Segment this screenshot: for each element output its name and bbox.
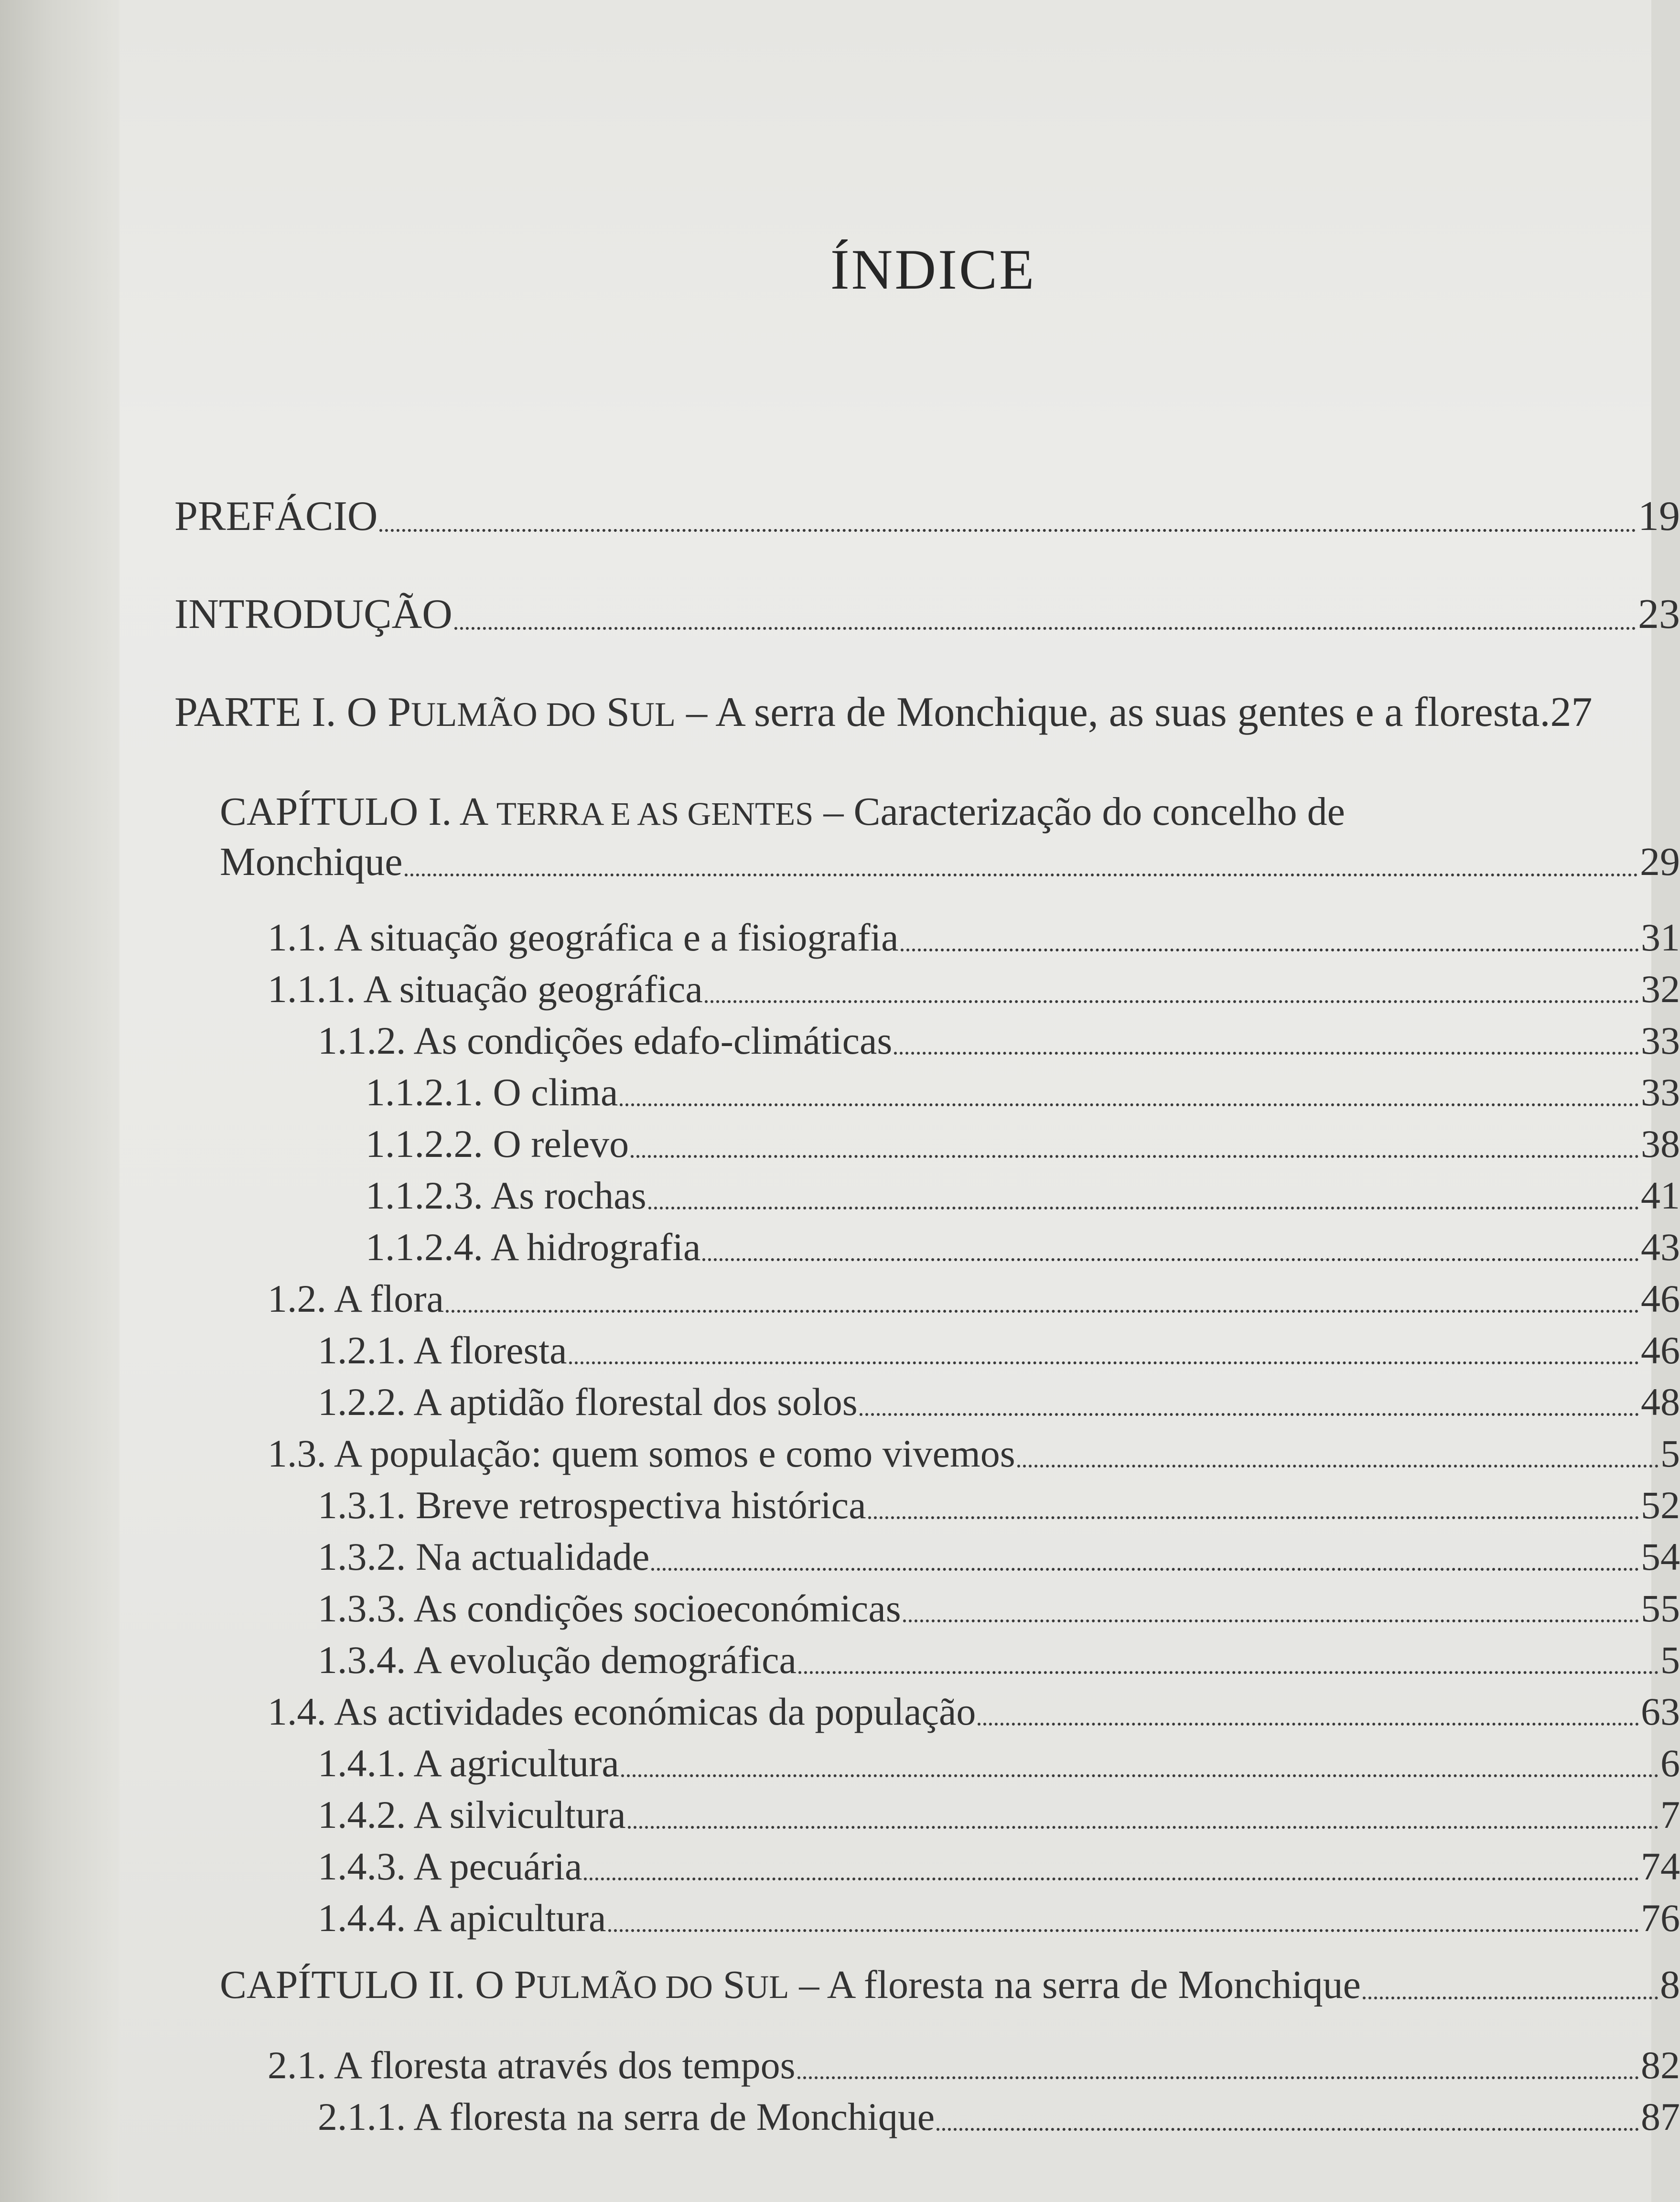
leader-dots: [621, 1774, 1658, 1777]
leader-dots: [569, 1361, 1639, 1364]
toc-entry: [268, 1431, 1680, 1476]
toc-entry-label: 2.1.1. A floresta na serra de Monchique: [318, 2095, 935, 2138]
toc-entry-label: 1.3.4. A evolução demográfica: [318, 1638, 797, 1682]
leader-dots: [901, 949, 1639, 951]
toc-entry-label: 1.1. A situação geográfica e a fisiografia: [268, 916, 899, 959]
toc-entry: [366, 1122, 1680, 1166]
toc-entry-label: 1.4.2. A silvicultura: [318, 1793, 626, 1836]
leader-dots: [405, 874, 1638, 876]
toc-entry: [318, 1380, 1680, 1425]
toc-entry-label: 1.3.3. As condições socioeconómicas: [318, 1587, 901, 1630]
toc-page-number: 63: [1641, 1690, 1680, 1733]
toc-entry: [318, 1792, 1680, 1837]
toc-entry: [268, 2043, 1680, 2088]
leader-dots: [454, 627, 1636, 630]
leader-dots: [651, 1568, 1639, 1571]
toc-page-number: 33: [1641, 1070, 1680, 1114]
toc-entry: [268, 1276, 1680, 1321]
toc-page-number: 55: [1641, 1587, 1680, 1630]
leader-dots: [648, 1207, 1639, 1209]
toc-page-number: 48: [1641, 1380, 1680, 1424]
book-page: [119, 0, 1680, 2202]
toc-entry-label: 2.1. A floresta através dos tempos: [268, 2043, 796, 2087]
toc-page-number: 76: [1641, 1896, 1680, 1940]
toc-entry-label: INTRODUÇÃO: [174, 591, 452, 637]
toc-entry-capitulo-i-line1: CAPÍTULO I. A TERRA E AS GENTES – Caracterização do concelho de: [220, 789, 1345, 834]
toc-page-number: 54: [1641, 1535, 1680, 1578]
toc-entry: [318, 1018, 1680, 1063]
toc-entry-label: Monchique: [220, 840, 403, 884]
leader-dots: [1363, 1997, 1658, 1999]
leader-dots: [903, 1619, 1639, 1622]
toc-entry-label: 1.1.1. A situação geográfica: [268, 967, 703, 1011]
toc-entry-label: 1.3.1. Breve retrospectiva histórica: [318, 1483, 866, 1527]
toc-entry: [366, 1173, 1680, 1218]
toc-page-number: 41: [1641, 1174, 1680, 1217]
leader-dots: [631, 1155, 1639, 1158]
leader-dots: [702, 1258, 1639, 1261]
toc-page-number: 8: [1660, 1963, 1680, 2007]
toc-entry: [318, 1328, 1680, 1373]
toc-page-number: 38: [1641, 1122, 1680, 1166]
toc-entry-label: 1.4.3. A pecuária: [318, 1845, 582, 1888]
toc-page-number: 29: [1640, 840, 1680, 884]
leader-dots: [797, 2076, 1639, 2079]
toc-entry-prefacio: [174, 492, 1680, 540]
leader-dots: [584, 1878, 1639, 1880]
leader-dots: [1017, 1465, 1658, 1468]
toc-entry-label: 1.2. A flora: [268, 1277, 444, 1320]
toc-entry-label: 1.3.2. Na actualidade: [318, 1535, 650, 1578]
toc-entry-label: 1.4. As actividades económicas da população: [268, 1690, 976, 1733]
toc-entry-label: 1.2.1. A floresta: [318, 1328, 567, 1372]
toc-page-number: 74: [1641, 1845, 1680, 1888]
toc-entry-label: 1.1.2.4. A hidrografia: [366, 1225, 701, 1269]
toc-entry-label: 1.4.1. A agricultura: [318, 1741, 619, 1785]
toc-page-number: 31: [1641, 916, 1680, 959]
toc-entry: [318, 1534, 1680, 1579]
leader-dots: [628, 1826, 1658, 1829]
toc-entry: [366, 1070, 1680, 1115]
toc-entry-label: 1.1.2.3. As rochas: [366, 1174, 646, 1217]
toc-entry-parte-i: [174, 688, 1680, 736]
toc-entry: [318, 1586, 1680, 1631]
toc-entry-label: 1.4.4. A apicultura: [318, 1896, 606, 1940]
toc-entry-label: PREFÁCIO: [174, 493, 378, 540]
toc-entry: [318, 1844, 1680, 1889]
leader-dots: [608, 1929, 1639, 1932]
toc-entry-label: PARTE I. O PULMÃO DO SUL – A serra de Monchique, as suas gentes e a floresta: [174, 689, 1540, 735]
toc-page-number: 33: [1641, 1019, 1680, 1062]
leader-dots: [937, 2128, 1639, 2131]
leader-dots: [705, 1000, 1639, 1003]
toc-entry-label: CAPÍTULO II. O PULMÃO DO SUL – A floresta na serra de Monchique: [220, 1963, 1361, 2007]
leader-dots: [978, 1723, 1639, 1726]
toc-page-number: 5: [1660, 1638, 1680, 1682]
leader-dots: [860, 1413, 1639, 1416]
toc-page-number: 43: [1641, 1225, 1680, 1269]
toc-entry-label: 1.1.2.1. O clima: [366, 1070, 618, 1114]
toc-page-number: 7: [1660, 1793, 1680, 1836]
toc-entry: [318, 1483, 1680, 1528]
leader-dots: [894, 1052, 1639, 1055]
toc-entry: [268, 1689, 1680, 1734]
toc-entry-label: 1.2.2. A aptidão florestal dos solos: [318, 1380, 858, 1424]
toc-page-number: 46: [1641, 1328, 1680, 1372]
toc-page-number: 5: [1660, 1432, 1680, 1475]
toc-entry: [318, 1896, 1680, 1941]
leader-dots: [379, 529, 1636, 532]
toc-entry-capitulo-i: [220, 839, 1680, 885]
toc-page-number: 32: [1641, 967, 1680, 1011]
toc-page-number: 6: [1660, 1741, 1680, 1785]
page-title: ÍNDICE: [830, 237, 1036, 301]
toc-page-number: 82: [1641, 2043, 1680, 2087]
toc-entry: [366, 1225, 1680, 1270]
toc-entry-label: 1.3. A população: quem somos e como vivemos: [268, 1432, 1015, 1475]
toc-entry-introducao: [174, 590, 1680, 638]
leader-dots: [798, 1671, 1658, 1674]
toc-entry-label: 1.1.2.2. O relevo: [366, 1122, 629, 1166]
toc-entry: [318, 1741, 1680, 1786]
toc-entry-label: 1.1.2. As condições edafo-climáticas: [318, 1019, 893, 1062]
toc-page-number: 52: [1641, 1483, 1680, 1527]
toc-page-number: 87: [1641, 2095, 1680, 2138]
toc-entry: [318, 2094, 1680, 2139]
toc-page-number: 19: [1638, 493, 1680, 540]
toc-entry-capitulo-ii: [220, 1962, 1680, 2008]
book-binding: [0, 0, 119, 2202]
leader-dots: [620, 1103, 1639, 1106]
toc-page-number: 46: [1641, 1277, 1680, 1320]
toc-page-number: .27: [1540, 689, 1593, 735]
toc-page-number: 23: [1638, 591, 1680, 637]
toc-entry: [268, 915, 1680, 960]
toc-entry: [268, 967, 1680, 1012]
leader-dots: [446, 1310, 1639, 1313]
leader-dots: [868, 1516, 1639, 1519]
toc-entry: [318, 1638, 1680, 1683]
